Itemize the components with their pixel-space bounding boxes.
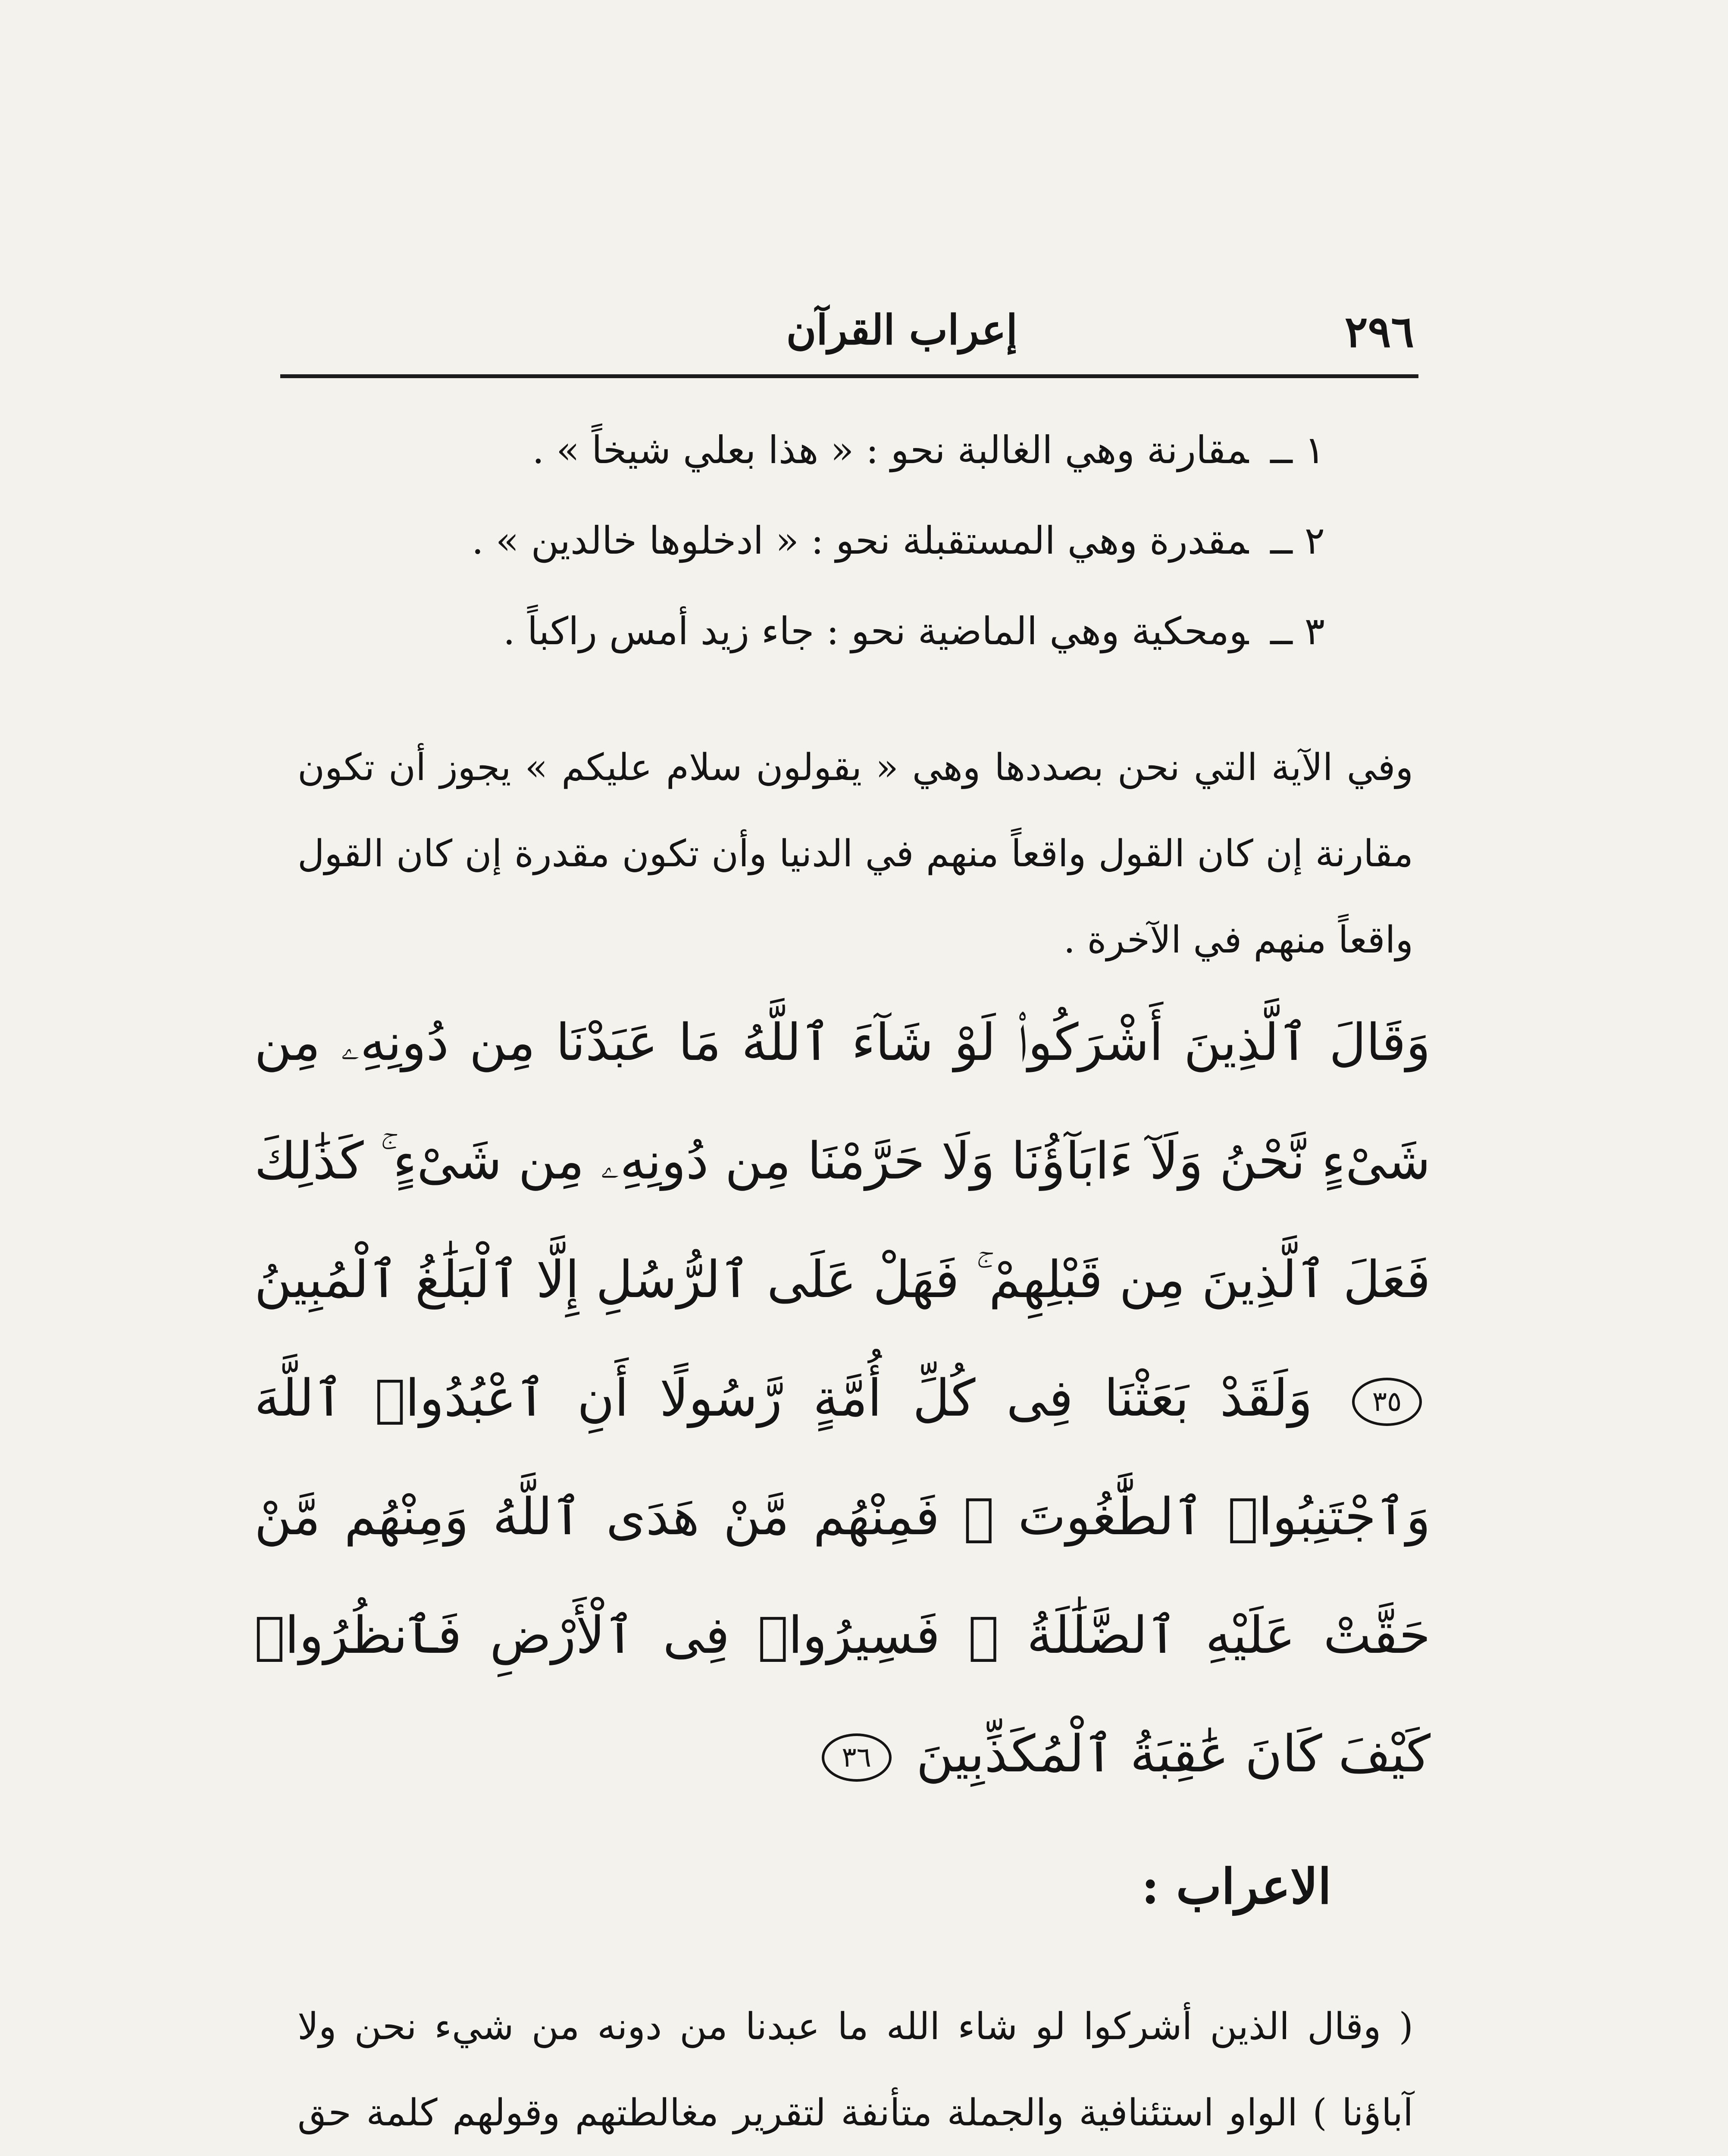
section-heading: الاعراب :	[1141, 1858, 1331, 1915]
intro-paragraph: وفي الآية التي نحن بصددها وهي « يقولون سلام عليكم » يجوز أن تكون مقارنة إن كان القول واقعاً منهم في الدنيا وأن تكون مقدرة إن كان القول واقعاً منهم في الآخرة .	[297, 746, 1413, 962]
verse-text-36: وَلَقَدْ بَعَثْنَا فِى كُلِّ أُمَّةٍ رَّسُولًا أَنِ ٱعْبُدُوا۟ ٱللَّهَ وَٱجْتَنِبُوا۟ ٱلطَّٰغُوتَ ۖ فَمِنْهُم مَّنْ هَدَى ٱللَّهُ وَمِنْهُم مَّنْ حَقَّتْ عَلَيْهِ ٱلضَّلَٰلَةُ ۚ فَسِيرُوا۟ فِى ٱلْأَرْضِ فَٱنظُرُوا۟ كَيْفَ كَانَ عَٰقِبَةُ ٱلْمُكَذِّبِينَ	[254, 1368, 1431, 1783]
header-divider	[280, 374, 1418, 378]
grammar-paragraph: ( وقال الذين أشركوا لو شاء الله ما عبدنا من دونه من شيء نحن ولا آباؤنا ) الواو استئنافية والجملة متأنفة لتقرير مغالطتهم وقولهم كلمة حق	[297, 2005, 1413, 2134]
ayah-number-marker: ٣٥	[1352, 1378, 1422, 1426]
list-item-number: ١ ــ	[1270, 428, 1325, 472]
ayah-number-marker: ٣٦	[822, 1733, 892, 1782]
list-item-number: ٢ ــ	[1270, 518, 1325, 563]
list-item	[376, 428, 1325, 522]
list-item-text: مقارنة وهي الغالبة نحو : « هذا بعلي شيخاً » .	[532, 428, 1249, 472]
list-item	[376, 518, 1325, 612]
numbered-list	[376, 428, 1325, 703]
list-item-number: ٣ ــ	[1270, 609, 1325, 653]
running-title: إعراب القرآن	[786, 306, 1017, 354]
page-number: ٢٩٦	[1344, 306, 1414, 357]
verse-text-35: وَقَالَ ٱلَّذِينَ أَشْرَكُوا۟ لَوْ شَآءَ ٱللَّهُ مَا عَبَدْنَا مِن دُونِهِۦ مِن شَىْءٍ نَّحْنُ وَلَآ ءَابَآؤُنَا وَلَا حَرَّمْنَا مِن دُونِهِۦ مِن شَىْءٍ ۚ كَذَٰلِكَ فَعَلَ ٱلَّذِينَ مِن قَبْلِهِمْ ۚ فَهَلْ عَلَى ٱلرُّسُلِ إِلَّا ٱلْبَلَٰغُ ٱلْمُبِينُ	[254, 1012, 1431, 1309]
quran-verse	[254, 983, 1431, 1813]
page-header	[276, 302, 1414, 362]
list-item	[376, 609, 1325, 703]
list-item-text: ومحكية وهي الماضية نحو : جاء زيد أمس راكباً .	[503, 609, 1249, 653]
list-item-text: مقدرة وهي المستقبلة نحو : « ادخلوها خالدين » .	[471, 518, 1249, 563]
